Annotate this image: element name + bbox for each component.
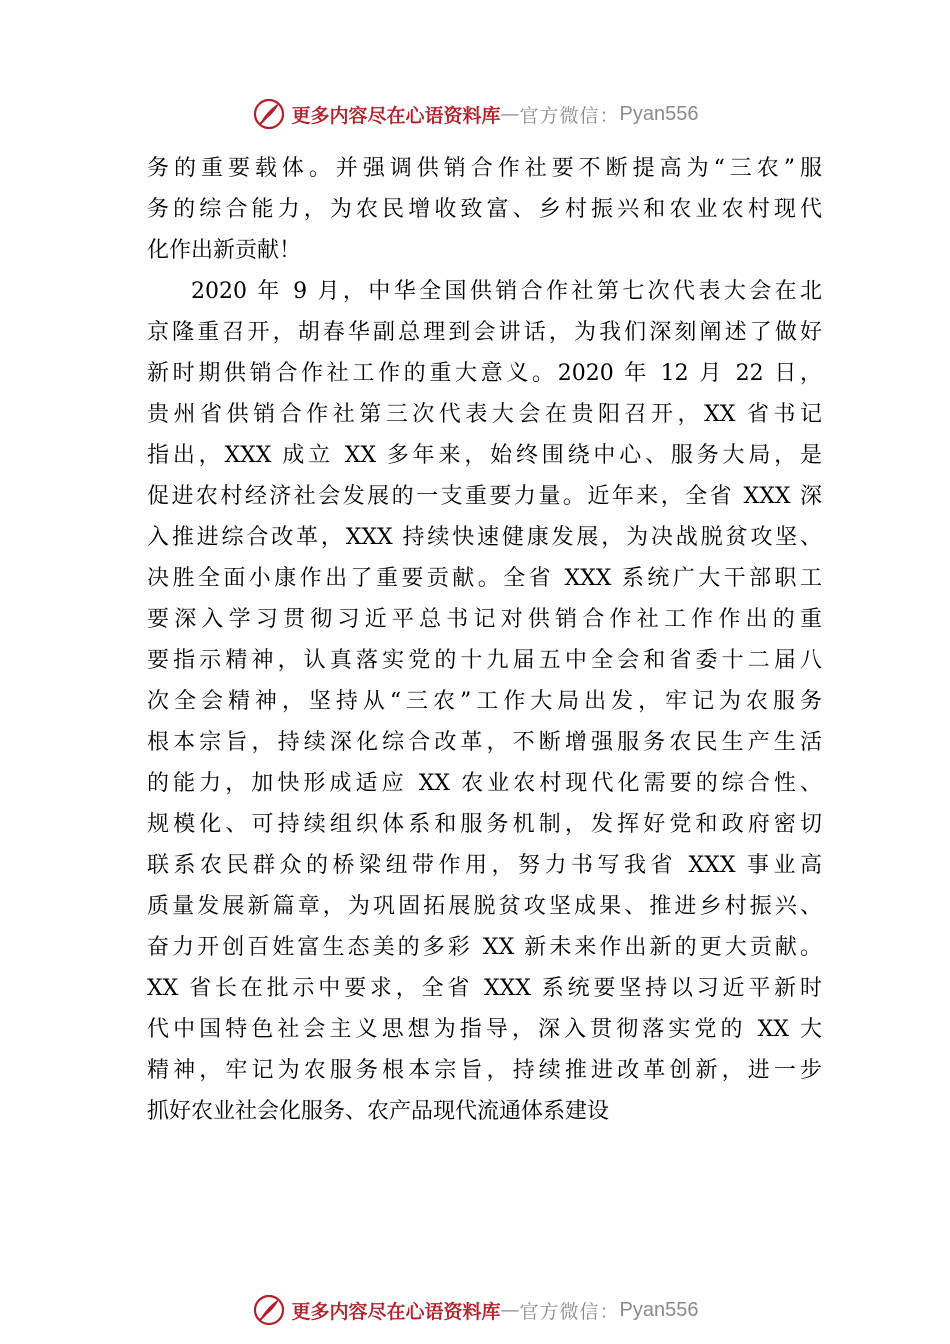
- body-line: 要深入学习贯彻习近平总书记对供销合作社工作作出的重: [147, 607, 822, 632]
- body-line: 精神，牢记为农服务根本宗旨，持续推进改革创新，进一步: [147, 1058, 822, 1083]
- header-banner: [0, 94, 950, 134]
- footer-banner: [0, 1290, 950, 1330]
- body-line: 贵州省供销合作社第三次代表大会在贵阳召开，XX 省书记: [147, 402, 822, 427]
- body-line: 务的重要载体。并强调供销合作社要不断提高为“三农”服: [147, 156, 822, 181]
- quill-logo-icon: [252, 1293, 286, 1327]
- header-dash: —: [500, 103, 520, 125]
- header-wechat-id: Pyan556: [619, 102, 699, 125]
- body-line: 规模化、可持续组织体系和服务机制，发挥好党和政府密切: [147, 812, 822, 837]
- body-line: 指出，XXX 成立 XX 多年来，始终围绕中心、服务大局，是: [147, 443, 822, 468]
- footer-dash: —: [500, 1299, 520, 1321]
- body-line: 促进农村经济社会发展的一支重要力量。近年来，全省 XXX 深: [147, 484, 822, 509]
- body-line: 要指示精神，认真落实党的十九届五中全会和省委十二届八: [147, 648, 822, 673]
- body-line: XX 省长在批示中要求，全省 XXX 系统要坚持以习近平新时: [147, 976, 822, 1001]
- header-brand-text: 更多内容尽在心语资料库: [291, 104, 501, 127]
- body-line: 根本宗旨，持续深化综合改革，不断增强服务农民生产生活: [147, 730, 822, 755]
- document-body: [147, 148, 822, 1132]
- body-line: 新时期供销合作社工作的重大意义。2020 年 12 月 22 日，: [147, 361, 822, 386]
- quill-logo-icon: [252, 97, 286, 131]
- footer-wechat-id: Pyan556: [619, 1298, 699, 1321]
- body-line: 质量发展新篇章，为巩固拓展脱贫攻坚成果、推进乡村振兴、: [147, 894, 822, 919]
- header-wechat-label: 官方微信：: [519, 104, 620, 127]
- body-line: 务的综合能力，为农民增收致富、乡村振兴和农业农村现代: [147, 197, 822, 222]
- body-line: 决胜全面小康作出了重要贡献。全省 XXX 系统广大干部职工: [147, 566, 822, 591]
- body-line: 2020 年 9 月，中华全国供销合作社第七次代表大会在北: [191, 279, 822, 304]
- body-line: 的能力，加快形成适应 XX 农业农村现代化需要的综合性、: [147, 771, 822, 796]
- body-line: 入推进综合改革，XXX 持续快速健康发展，为决战脱贫攻坚、: [147, 525, 822, 550]
- body-line: 京隆重召开，胡春华副总理到会讲话，为我们深刻阐述了做好: [147, 320, 822, 345]
- footer-brand-text: 更多内容尽在心语资料库: [291, 1300, 501, 1323]
- body-line: 代中国特色社会主义思想为指导，深入贯彻落实党的 XX 大: [147, 1017, 822, 1042]
- footer-wechat-label: 官方微信：: [519, 1300, 620, 1323]
- body-line: 联系农民群众的桥梁纽带作用，努力书写我省 XXX 事业高: [147, 853, 822, 878]
- body-line: 次全会精神，坚持从“三农”工作大局出发，牢记为农服务: [147, 689, 822, 714]
- body-line: 化作出新贡献！: [147, 238, 302, 263]
- body-line: 奋力开创百姓富生态美的多彩 XX 新未来作出新的更大贡献。: [147, 935, 822, 960]
- body-line: 抓好农业社会化服务、农产品现代流通体系建设: [147, 1099, 610, 1124]
